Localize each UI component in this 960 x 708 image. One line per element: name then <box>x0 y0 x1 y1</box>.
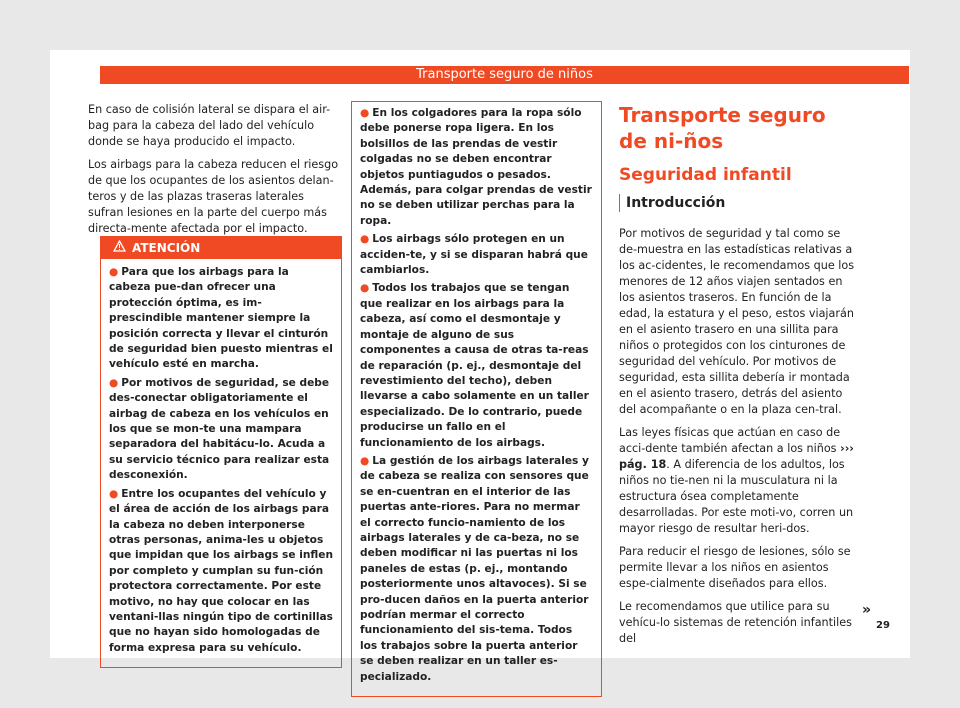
bullet-icon: ● <box>109 376 119 389</box>
page-number: 29 <box>876 620 890 631</box>
running-header: Transporte seguro de niños <box>100 66 909 84</box>
bullet-icon: ● <box>360 233 370 246</box>
warning-header <box>101 237 341 259</box>
bullet-icon: ● <box>360 282 370 295</box>
list-item: ● Todos los trabajos que se tengan que realizar en los airbags para la cabeza, así como el desmontaje y montaje de alguno de sus componentes a causa de otras ta-reas de reparación (p. ej., desmontaje del revestimiento del techo), deben llevarse a cabo solamente en un taller especializado. De lo contrario, puede producirse un fallo en el funcionamiento de los airbags. <box>360 282 589 449</box>
list-item: ● En los colgadores para la ropa sólo debe ponerse ropa ligera. En los bolsillos de las prendas de vestir colgadas no se deben encontrar objetos puntiagudos o pesados. Además, para colgar prendas de vestir no se deben utilizar perchas para la ropa. <box>360 107 592 227</box>
paragraph: Le recomendamos que utilice para su vehícu-lo sistemas de retención infantiles del <box>619 600 852 645</box>
list-item: ● La gestión de los airbags laterales y de cabeza se realiza con sensores que se en-cuentran en el interior de las puertas ante-riores. Para no mermar el correcto funcio-namiento de los airbags laterales y de ca-beza, no se deben modificar ni las puertas ni los paneles de estas (p. ej., montando posteriormente unos altavoces). Si se pro-ducen daños en la puerta anterior podrían mermar el correcto funcionamiento del sis-tema. Todos los trabajos sobre la puerta anterior se deben realizar en un taller es-pecializado. <box>360 454 589 683</box>
warning-triangle-icon <box>113 237 126 259</box>
list-item: ● Entre los ocupantes del vehículo y el área de acción de los airbags para la cabeza no deben interponerse otras personas, anima-les u objetos que impidan que los airbags se inflen por completo y cumplan su fun-ción protectora correctamente. Por este motivo, no hay que colocar en las ventani-llas ningún tipo de cortinillas que no hayan sido homologadas de forma expresa para su vehículo. <box>109 487 333 654</box>
page-reference-link[interactable]: ››› pág. 18 <box>619 442 854 471</box>
paragraph: Por motivos de seguridad y tal como se de-muestra en las estadísticas relativas a los ac-cidentes, le recomendamos que los menores de 12 años viajen sentados en los asientos traseros. En función de la edad, la estatura y el peso, estos viajarán en el asiento trasero en una sillita para niños o protegidos con los cinturones de seguridad del vehículo. Por motivos de seguridad, esta sillita debería ir montada en el asiento trasero, detrás del asiento del acompañante o en la plaza cen-tral. <box>619 227 855 416</box>
warning-box <box>100 236 342 668</box>
continued-marker: » <box>862 602 872 618</box>
list-item: ● Los airbags sólo protegen en un acciden-te, y si se disparan habrá que cambiarlos. <box>360 233 588 277</box>
list-item: ● Para que los airbags para la cabeza pue-dan ofrecer una protección óptima, es im-prescindible mantener siempre la posición correcta y llevar el cinturón de seguridad bien puesto mientras el vehículo esté en marcha. <box>109 266 333 371</box>
chapter-title: Transporte seguro de ni-ños <box>619 103 826 153</box>
subsection-title: Introducción <box>619 194 859 212</box>
left-column <box>88 102 342 244</box>
list-item: ● Por motivos de seguridad, se debe des-conectar obligatoriamente el airbag de cabeza en los vehículos en los que se mon-te una mampara separadora del habitácu-lo. Acuda a su servicio técnico para realizar esta desconexión. <box>109 376 330 482</box>
warning-title: ATENCIÓN <box>132 241 201 255</box>
paragraph: En caso de colisión lateral se dispara el air-bag para la cabeza del lado del vehículo donde se haya producido el impacto. <box>88 103 331 148</box>
page <box>50 50 910 683</box>
bullet-icon: ● <box>360 107 370 119</box>
warning-box-continued <box>351 101 602 697</box>
paragraph: Para reducir el riesgo de lesiones, sólo se permite llevar a los niños en asientos espe-cialmente diseñados para ellos. <box>619 545 851 590</box>
paragraph: Los airbags para la cabeza reducen el riesgo de que los ocupantes de los asientos delan-teros y de las plazas traseras laterales sufran lesiones en la parte del cuerpo más directa-mente afectada por el impacto. <box>88 158 339 235</box>
right-column <box>619 102 859 654</box>
section-title: Seguridad infantil <box>619 165 792 185</box>
bullet-icon: ● <box>109 266 119 278</box>
paragraph: Las leyes físicas que actúan en caso de acci-dente también afectan a los niños ››› pág. 18. A diferencia de los adultos, los niños no tie-nen ni la musculatura ni la estructura ósea completamente desarrolladas. Por este moti-vo, corren un mayor riesgo de resultar heri-dos. <box>619 426 854 535</box>
bullet-icon: ● <box>109 487 119 500</box>
bullet-icon: ● <box>360 454 370 467</box>
